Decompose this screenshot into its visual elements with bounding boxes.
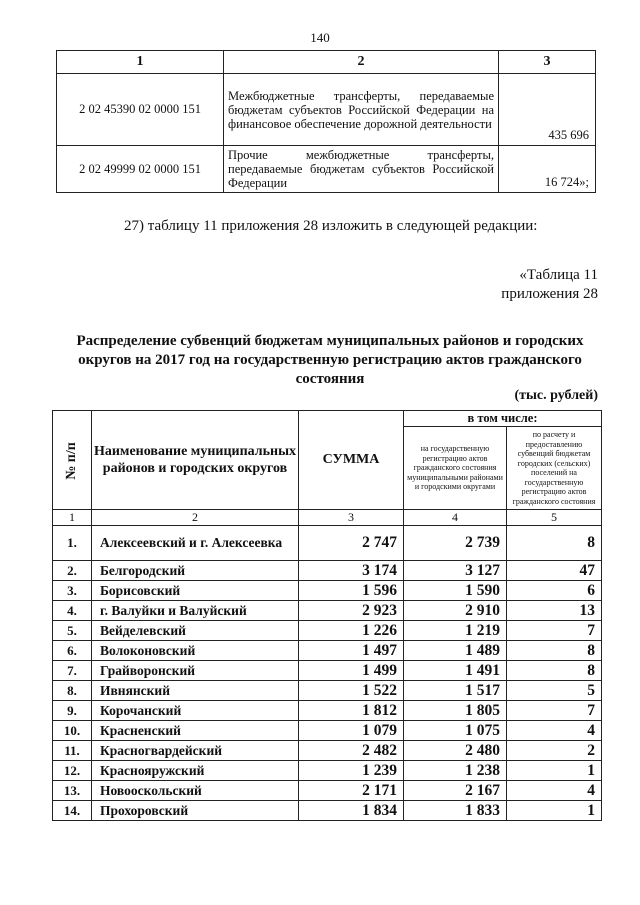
district-name: Корочанский bbox=[92, 701, 299, 721]
row-number: 8. bbox=[53, 681, 92, 701]
district-name: Вейделевский bbox=[92, 621, 299, 641]
budget-description: Прочие межбюджетные трансферты, передаваемые бюджетам субъектов Российской Федерации bbox=[224, 146, 499, 193]
district-name: Красногвардейский bbox=[92, 741, 299, 761]
col5-value: 4 bbox=[507, 781, 602, 801]
units-label: (тыс. рублей) bbox=[514, 388, 598, 403]
district-name: Грайворонский bbox=[92, 661, 299, 681]
header-number-text: № п/п bbox=[64, 441, 79, 480]
column-number: 4 bbox=[404, 510, 507, 526]
sum-value: 1 596 bbox=[299, 581, 404, 601]
sum-value: 1 834 bbox=[299, 801, 404, 821]
table-row bbox=[53, 781, 602, 801]
col5-value: 6 bbox=[507, 581, 602, 601]
col4-value: 1 833 bbox=[404, 801, 507, 821]
table-header-row bbox=[53, 411, 602, 427]
district-name: Новооскольский bbox=[92, 781, 299, 801]
sum-value: 2 171 bbox=[299, 781, 404, 801]
sum-value: 1 522 bbox=[299, 681, 404, 701]
row-number: 10. bbox=[53, 721, 92, 741]
table-row bbox=[53, 761, 602, 781]
caption-line: «Таблица 11 bbox=[519, 267, 598, 283]
table-row bbox=[53, 721, 602, 741]
subventions-table bbox=[52, 410, 602, 821]
col4-value: 3 127 bbox=[404, 561, 507, 581]
col4-value: 1 219 bbox=[404, 621, 507, 641]
table-body bbox=[53, 526, 602, 821]
budget-amount: 435 696 bbox=[499, 74, 596, 146]
header-col5: по расчету и предоставлению субвенций бюджетам городских (сельских) поселений на государственную регистрацию актов гражданского состояния bbox=[507, 427, 602, 510]
row-number: 14. bbox=[53, 801, 92, 821]
col4-value: 2 480 bbox=[404, 741, 507, 761]
header-name: Наименование муниципальных районов и городских округов bbox=[92, 411, 299, 510]
row-number: 4. bbox=[53, 601, 92, 621]
row-number: 11. bbox=[53, 741, 92, 761]
sum-value: 1 499 bbox=[299, 661, 404, 681]
district-name: Прохоровский bbox=[92, 801, 299, 821]
column-number: 1 bbox=[53, 510, 92, 526]
row-number: 2. bbox=[53, 561, 92, 581]
table-row bbox=[53, 526, 602, 561]
row-number: 6. bbox=[53, 641, 92, 661]
page-number: 140 bbox=[310, 30, 330, 45]
district-name: Алексеевский и г. Алексеевка bbox=[92, 526, 299, 561]
table-row bbox=[53, 561, 602, 581]
table-row bbox=[53, 801, 602, 821]
col5-value: 47 bbox=[507, 561, 602, 581]
row-number: 3. bbox=[53, 581, 92, 601]
row-number: 7. bbox=[53, 661, 92, 681]
district-name: Белгородский bbox=[92, 561, 299, 581]
table-row bbox=[57, 146, 596, 193]
sum-value: 1 812 bbox=[299, 701, 404, 721]
table-row bbox=[57, 74, 596, 146]
district-name: г. Валуйки и Валуйский bbox=[92, 601, 299, 621]
header-sum: СУММА bbox=[299, 411, 404, 510]
table-row bbox=[53, 621, 602, 641]
budget-code: 2 02 45390 02 0000 151 bbox=[57, 74, 224, 146]
sum-value: 2 747 bbox=[299, 526, 404, 561]
sum-value: 1 079 bbox=[299, 721, 404, 741]
table-row bbox=[53, 601, 602, 621]
column-numbers-row bbox=[53, 510, 602, 526]
sum-value: 1 497 bbox=[299, 641, 404, 661]
col5-value: 5 bbox=[507, 681, 602, 701]
column-number: 2 bbox=[92, 510, 299, 526]
col5-value: 7 bbox=[507, 701, 602, 721]
row-number: 1. bbox=[53, 526, 92, 561]
col5-value: 1 bbox=[507, 761, 602, 781]
paragraph: 27) таблицу 11 приложения 28 изложить в следующей редакции: bbox=[124, 218, 538, 234]
column-number: 5 bbox=[507, 510, 602, 526]
col5-value: 8 bbox=[507, 661, 602, 681]
sum-value: 2 482 bbox=[299, 741, 404, 761]
col4-value: 1 075 bbox=[404, 721, 507, 741]
table-row bbox=[53, 661, 602, 681]
budget-amount: 16 724»; bbox=[499, 146, 596, 193]
column-header: 3 bbox=[499, 51, 596, 74]
col4-value: 1 805 bbox=[404, 701, 507, 721]
header-including: в том числе: bbox=[404, 411, 602, 427]
col5-value: 13 bbox=[507, 601, 602, 621]
budget-description: Межбюджетные трансферты, передаваемые бюджетам субъектов Российской Федерации на финансовое обеспечение дорожной деятельности bbox=[224, 74, 499, 146]
district-name: Ивнянский bbox=[92, 681, 299, 701]
col5-value: 4 bbox=[507, 721, 602, 741]
col4-value: 2 910 bbox=[404, 601, 507, 621]
table-row bbox=[53, 681, 602, 701]
district-name: Волоконовский bbox=[92, 641, 299, 661]
col5-value: 8 bbox=[507, 641, 602, 661]
sum-value: 1 226 bbox=[299, 621, 404, 641]
table-row bbox=[53, 701, 602, 721]
document-title: Распределение субвенций бюджетам муниципальных районов и городских округов на 2017 год на государственную регистрацию актов гражданского состояния bbox=[76, 333, 584, 387]
col4-value: 1 590 bbox=[404, 581, 507, 601]
table-header-row bbox=[57, 51, 596, 74]
column-number: 3 bbox=[299, 510, 404, 526]
col5-value: 7 bbox=[507, 621, 602, 641]
col5-value: 2 bbox=[507, 741, 602, 761]
row-number: 5. bbox=[53, 621, 92, 641]
column-header: 2 bbox=[224, 51, 499, 74]
caption-line: приложения 28 bbox=[501, 286, 598, 302]
header-col4: на государственную регистрацию актов гражданского состояния муниципальными районами и городскими округами bbox=[404, 427, 507, 510]
district-name: Краснояружский bbox=[92, 761, 299, 781]
col5-value: 1 bbox=[507, 801, 602, 821]
column-header: 1 bbox=[57, 51, 224, 74]
budget-codes-table bbox=[56, 50, 596, 193]
row-number: 9. bbox=[53, 701, 92, 721]
col4-value: 1 517 bbox=[404, 681, 507, 701]
header-number bbox=[53, 411, 92, 510]
row-number: 12. bbox=[53, 761, 92, 781]
row-number: 13. bbox=[53, 781, 92, 801]
table-row bbox=[53, 581, 602, 601]
table-caption bbox=[501, 266, 598, 304]
district-name: Борисовский bbox=[92, 581, 299, 601]
col4-value: 2 739 bbox=[404, 526, 507, 561]
budget-code: 2 02 49999 02 0000 151 bbox=[57, 146, 224, 193]
sum-value: 1 239 bbox=[299, 761, 404, 781]
sum-value: 3 174 bbox=[299, 561, 404, 581]
col4-value: 1 238 bbox=[404, 761, 507, 781]
col4-value: 2 167 bbox=[404, 781, 507, 801]
table-row bbox=[53, 641, 602, 661]
sum-value: 2 923 bbox=[299, 601, 404, 621]
col4-value: 1 491 bbox=[404, 661, 507, 681]
col5-value: 8 bbox=[507, 526, 602, 561]
table-row bbox=[53, 741, 602, 761]
district-name: Красненский bbox=[92, 721, 299, 741]
col4-value: 1 489 bbox=[404, 641, 507, 661]
